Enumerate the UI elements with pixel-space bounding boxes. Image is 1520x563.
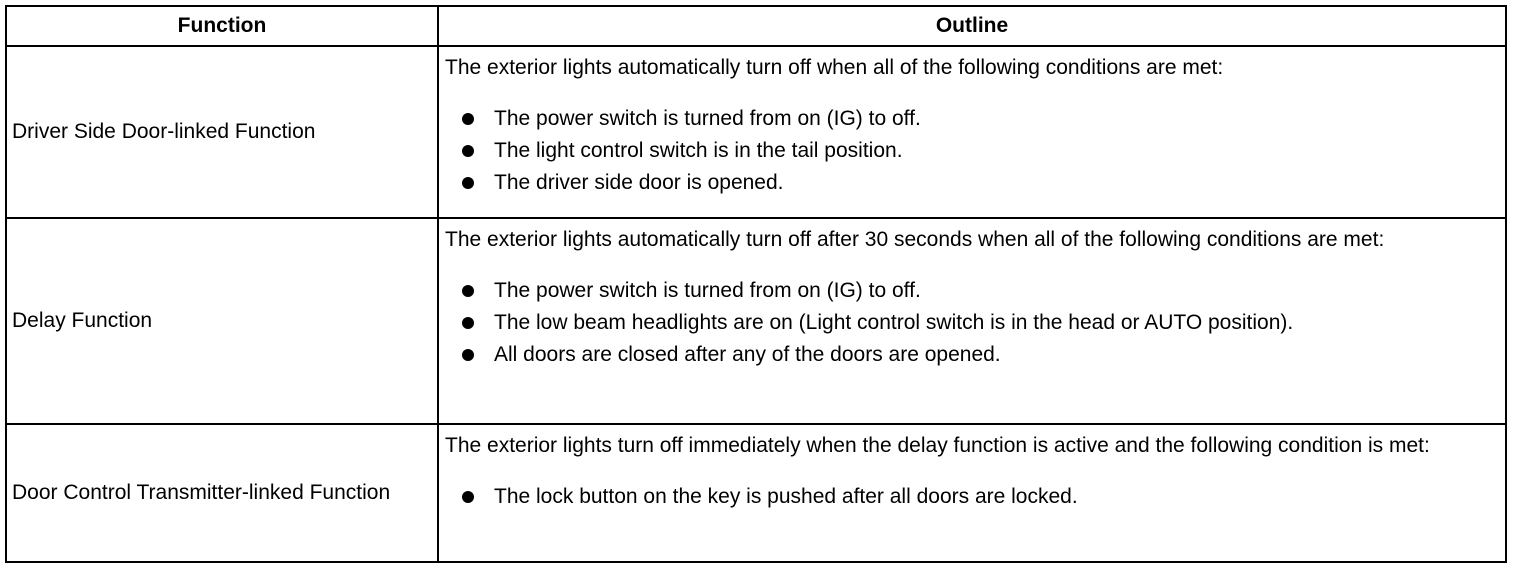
condition-text: The light control switch is in the tail position.: [494, 139, 903, 162]
condition-item: [445, 307, 1475, 339]
condition-text: All doors are closed after any of the doors are opened.: [494, 343, 1001, 366]
condition-text: The low beam headlights are on (Light control switch is in the head or AUTO position).: [494, 311, 1294, 334]
condition-text: The power switch is turned from on (IG) to off.: [494, 279, 921, 302]
header-outline: Outline: [438, 6, 1506, 46]
condition-text: The power switch is turned from on (IG) to off.: [494, 107, 921, 130]
condition-list: [445, 103, 1475, 199]
table-row: [6, 424, 1506, 562]
outline-intro: The exterior lights automatically turn off after 30 seconds when all of the following conditions are met:: [445, 228, 1385, 251]
condition-item: [445, 275, 1475, 307]
bullet-icon: [462, 349, 474, 361]
function-name: Delay Function: [6, 218, 438, 424]
function-name: Door Control Transmitter-linked Function: [6, 424, 438, 562]
bullet-icon: [462, 177, 474, 189]
condition-text: The lock button on the key is pushed after all doors are locked.: [494, 485, 1078, 508]
function-name: Driver Side Door-linked Function: [6, 46, 438, 218]
function-outline-table: [5, 5, 1507, 563]
condition-item: [445, 167, 1475, 199]
bullet-icon: [462, 285, 474, 297]
table-row: [6, 218, 1506, 424]
header-function: Function: [6, 6, 438, 46]
bullet-icon: [462, 317, 474, 329]
outline-intro: The exterior lights turn off immediately when the delay function is active and the following condition is met:: [445, 434, 1430, 457]
bullet-icon: [462, 491, 474, 503]
outline-cell: [438, 424, 1506, 562]
outline-cell: [438, 46, 1506, 218]
table-row: [6, 46, 1506, 218]
condition-item: [445, 481, 1475, 513]
condition-item: [445, 339, 1475, 371]
condition-list: [445, 481, 1475, 513]
condition-item: [445, 103, 1475, 135]
bullet-icon: [462, 113, 474, 125]
outline-cell: [438, 218, 1506, 424]
condition-text: The driver side door is opened.: [494, 171, 784, 194]
outline-intro: The exterior lights automatically turn off when all of the following conditions are met:: [445, 56, 1224, 79]
table-header-row: [6, 6, 1506, 46]
condition-item: [445, 135, 1475, 167]
condition-list: [445, 275, 1475, 371]
bullet-icon: [462, 145, 474, 157]
